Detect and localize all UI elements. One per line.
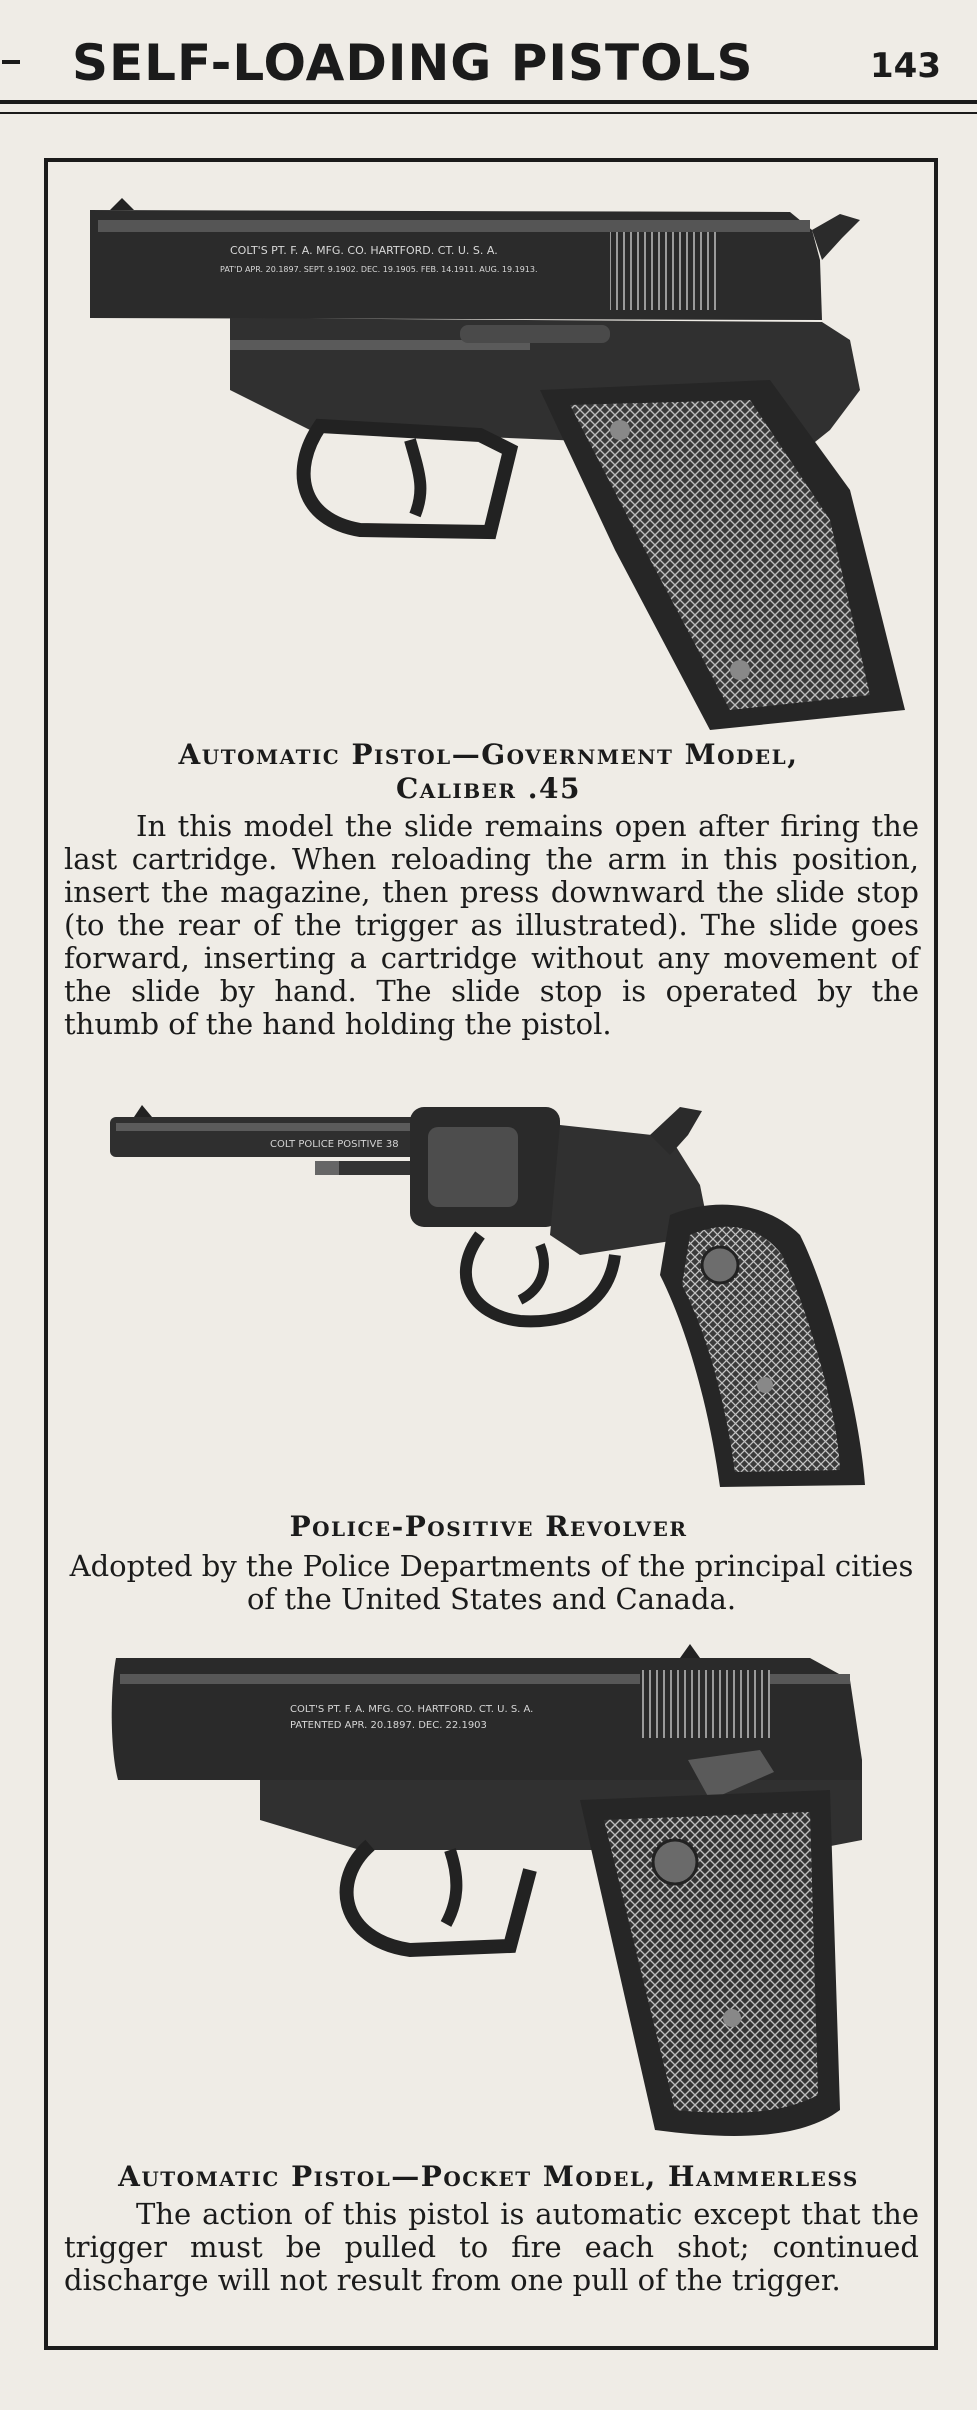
government-model-caption-line1: Automatic Pistol—Government Model, [178,738,799,771]
revolver-engraving: COLT POLICE POSITIVE 38 [270,1139,399,1150]
government-model-description: In this model the slide remains open after firing the last cartridge. When reloading the arm in this position, insert the magazine, then press downward the slide stop (to the rear of the trigger as illustrated). The slide goes forward, inserting a cartridge without any movement of the slide by hand. The slide stop is operated by the thumb of the hand holding the pistol. [64,809,919,1041]
pocket-model-caption: Automatic Pistol—Pocket Model, Hammerless [118,2160,859,2193]
government-model-pistol-illustration [70,190,910,740]
pocket-model-engraving-patents: PATENTED APR. 20.1897. DEC. 22.1903 [290,1720,487,1731]
header-rule-thick [0,100,977,104]
pocket-model-pistol-illustration [110,1640,880,2150]
police-positive-description: Adopted by the Police Departments of the principal cities of the United States and Canada. [69,1549,914,1616]
police-positive-revolver-illustration [110,1095,880,1500]
government-model-engraving-patents: PAT'D APR. 20.1897. SEPT. 9.1902. DEC. 19.1905. FEB. 14.1911. AUG. 19.1913. [220,265,538,274]
government-model-engraving: COLT'S PT. F. A. MFG. CO. HARTFORD. CT. U. S. A. [230,244,498,257]
header-dash [2,60,20,64]
page-number: 143 [870,46,941,86]
government-model-caption-line2: Caliber .45 [396,772,581,805]
pocket-model-engraving: COLT'S PT. F. A. MFG. CO. HARTFORD. CT. U. S. A. [290,1704,534,1715]
page-header-title: SELF-LOADING PISTOLS [72,34,754,92]
police-positive-caption: Police-Positive Revolver [289,1510,688,1543]
header-rule-thin [0,112,977,114]
pocket-model-description: The action of this pistol is automatic except that the trigger must be pulled to fire each shot; continued discharge will not result from one pull of the trigger. [64,2197,919,2297]
